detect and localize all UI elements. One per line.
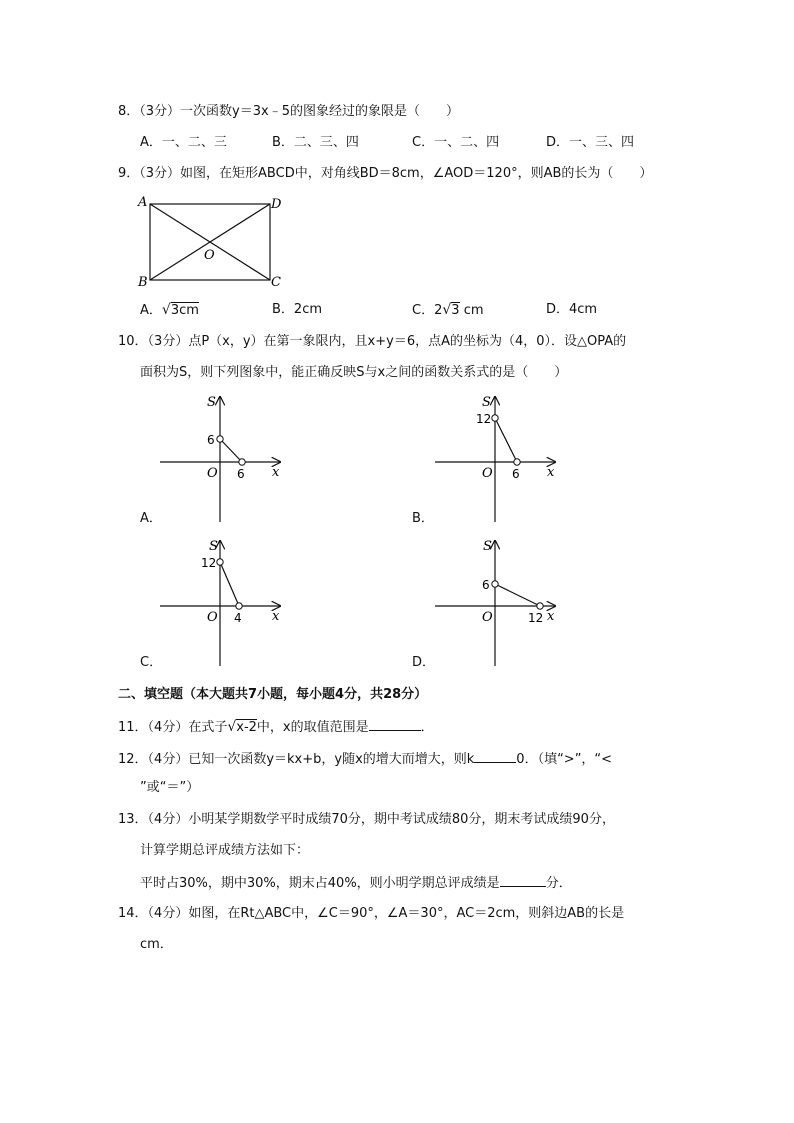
q8-option-d: D．一、三、四 — [546, 135, 635, 150]
q9-option-d: D．4cm — [546, 302, 598, 317]
q14-line1: 14．（4分）如图，在Rt△ABC中，∠C＝90°，∠A＝30°，AC＝2cm，则斜边AB的长是 — [118, 906, 625, 921]
origin-label: O — [207, 610, 218, 625]
rectangle-abcd-figure — [130, 190, 295, 290]
q12-prefix: 12．（4分）已知一次函数y＝kx+b，y随x的增大而增大，则k — [118, 752, 475, 767]
q8-text: 8．（3分）一次函数y＝3x﹣5的图象经过的象限是（ ） — [118, 104, 459, 119]
q11-answer-blank[interactable] — [369, 718, 421, 731]
q14-line2: cm． — [140, 937, 173, 952]
q8-option-c: C．一、二、四 — [412, 135, 500, 150]
y-tick: 6 — [482, 578, 490, 592]
s-label: S — [482, 395, 491, 410]
section2-title: 二、填空题（本大题共7小题，每小题4分，共28分） — [118, 687, 428, 702]
q11-end: ． — [420, 720, 434, 735]
graph-d — [430, 536, 570, 671]
q13-line3-text: 平时占30%，期中30%，期末占40%，则小明学期总评成绩是 — [140, 876, 500, 891]
q13-line2: 计算学期总评成绩方法如下： — [140, 843, 310, 858]
y-tick: 12 — [201, 556, 217, 570]
open-point-y — [217, 436, 223, 442]
q9-option-c-prefix: C．2 — [412, 303, 443, 318]
s-label: S — [209, 539, 218, 554]
q9-option-c-value: 3 — [451, 303, 460, 318]
origin-label: O — [207, 466, 218, 481]
q10-line2: 面积为S，则下列图象中，能正确反映S与x之间的函数关系式的是（ ） — [140, 365, 568, 380]
q9-option-a-value: 3cm — [170, 303, 199, 318]
x-label: x — [547, 465, 555, 480]
graph-b — [430, 392, 570, 527]
q8-option-a: A．一、二、三 — [140, 135, 227, 150]
q11-radicand: x-2 — [236, 720, 257, 735]
s-label: S — [483, 539, 492, 554]
q8-option-b: B．二、三、四 — [272, 135, 359, 150]
open-point-y — [492, 581, 498, 587]
y-tick: 12 — [476, 412, 492, 426]
origin-label: O — [482, 610, 493, 625]
graph-c — [155, 536, 295, 671]
q12-line2: ”或“＝”） — [140, 780, 200, 795]
q12-after: 0．（填“>”，“< — [516, 752, 613, 767]
open-point-y — [492, 415, 498, 421]
graph-b-label: B． — [412, 511, 434, 526]
label-a: A — [138, 195, 148, 210]
y-tick: 6 — [207, 433, 215, 447]
open-point-x — [236, 603, 242, 609]
origin-label: O — [482, 466, 493, 481]
graph-a-label: A． — [140, 511, 162, 526]
q9-option-a: A．√3cm — [140, 302, 199, 318]
open-point-x — [514, 459, 520, 465]
graph-line — [220, 439, 242, 462]
graph-c-label: C． — [140, 655, 163, 670]
q11-suffix: 中，x的取值范围是 — [256, 720, 369, 735]
graph-line — [495, 584, 540, 606]
q13-answer-blank[interactable] — [500, 874, 546, 887]
label-d: D — [271, 197, 282, 212]
q11-prefix: 11．（4分）在式子 — [118, 720, 228, 735]
q13-line1: 13．（4分）小明某学期数学平时成绩70分，期中考试成绩80分，期末考试成绩90分， — [118, 812, 615, 827]
label-c: C — [271, 275, 281, 290]
label-b: B — [138, 275, 148, 290]
x-tick: 12 — [528, 611, 544, 625]
q13-line3-end: 分． — [545, 876, 572, 891]
x-tick: 6 — [237, 467, 245, 481]
q11-text: 11．（4分）在式子√x-2中，x的取值范围是 ． — [118, 719, 434, 735]
graph-line — [220, 562, 239, 606]
q9-text: 9．（3分）如图，在矩形ABCD中，对角线BD＝8cm，∠AOD＝120°，则AB的长为（ ） — [118, 166, 653, 181]
open-point-x — [239, 459, 245, 465]
x-label: x — [547, 609, 555, 624]
x-label: x — [272, 609, 280, 624]
open-point-y — [217, 559, 223, 565]
x-tick: 6 — [512, 467, 520, 481]
q10-line1: 10．（3分）点P（x，y）在第一象限内，且x+y＝6，点A的坐标为（4，0）．设△OPA的 — [118, 334, 627, 349]
graph-line — [495, 418, 517, 462]
q9-option-c-unit: cm — [463, 303, 484, 318]
label-o: O — [204, 248, 215, 263]
open-point-x — [537, 603, 543, 609]
x-label: x — [272, 465, 280, 480]
q12-text — [118, 750, 612, 768]
q9-option-b: B．2cm — [272, 302, 323, 317]
x-tick: 4 — [234, 611, 242, 625]
q9-option-a-prefix: A． — [140, 303, 162, 318]
q12-answer-blank[interactable] — [474, 750, 516, 763]
graph-d-label: D． — [412, 655, 436, 670]
graph-a — [155, 392, 295, 527]
q13-line3 — [140, 874, 572, 892]
q9-option-c: C．2√3 cm — [412, 302, 484, 318]
s-label: S — [207, 395, 216, 410]
